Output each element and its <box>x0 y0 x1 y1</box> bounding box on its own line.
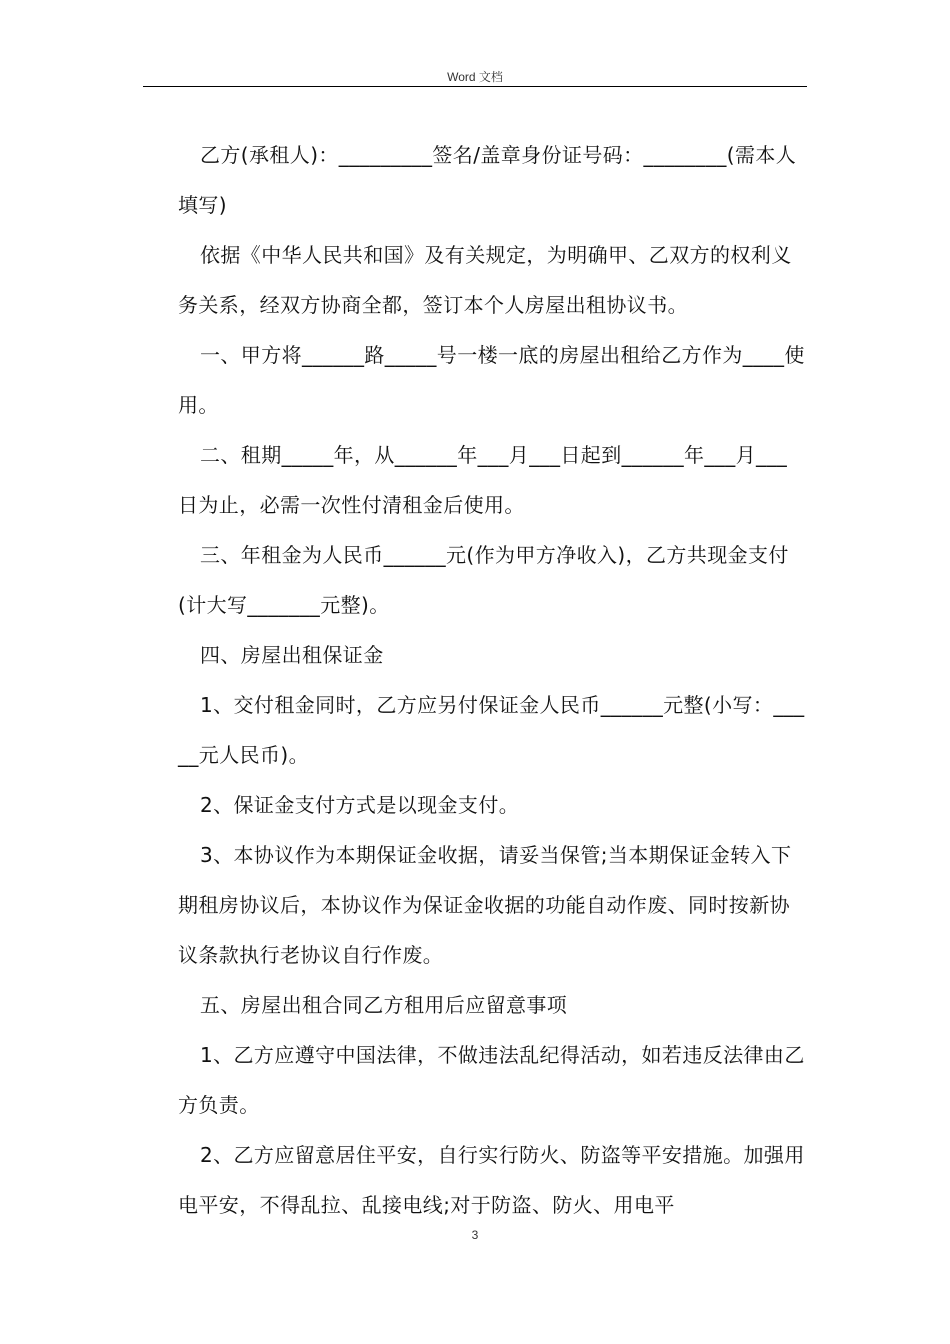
paragraph-clause-1: 一、甲方将______路_____号一楼一底的房屋出租给乙方作为____使用。 <box>178 343 805 417</box>
paragraph-clause-3: 三、年租金为人民币______元(作为甲方净收入)，乙方共现金支付(计大写_______元整)。 <box>178 543 789 617</box>
document-body <box>178 130 806 1230</box>
paragraph-clause-2: 二、租期_____年，从______年___月___日起到______年___月___日为止，必需一次性付清租金后使用。 <box>178 443 788 517</box>
paragraph-party-b: 乙方(承租人)：_________签名/盖章身份证号码：________(需本人填写) <box>178 143 797 217</box>
paragraph-clause-4-item-3: 3、本协议作为本期保证金收据，请妥当保管;当本期保证金转入下期租房协议后，本协议作为保证金收据的功能自动作废、同时按新协议条款执行老协议自行作废。 <box>178 843 792 967</box>
paragraph-preamble: 依据《中华人民共和国》及有关规定，为明确甲、乙双方的权利义务关系，经双方协商全都，签订本个人房屋出租协议书。 <box>178 243 792 317</box>
paragraph-clause-5-heading: 五、房屋出租合同乙方租用后应留意事项 <box>200 993 568 1017</box>
paragraph-clause-5-item-1: 1、乙方应遵守中国法律，不做违法乱纪得活动，如若违反法律由乙方负责。 <box>178 1043 805 1117</box>
page-number: 3 <box>471 1228 479 1242</box>
page-header-label: Word 文档 <box>447 70 503 84</box>
header-divider <box>143 86 807 87</box>
paragraph-clause-4-item-2: 2、保证金支付方式是以现金支付。 <box>200 793 520 817</box>
paragraph-clause-4-item-1: 1、交付租金同时，乙方应另付保证金人民币______元整(小写：_____元人民币)。 <box>178 693 805 767</box>
paragraph-clause-4-heading: 四、房屋出租保证金 <box>200 643 384 667</box>
paragraph-clause-5-item-2: 2、乙方应留意居住平安，自行实行防火、防盗等平安措施。加强用电平安，不得乱拉、乱接电线;对于防盗、防火、用电平 <box>178 1143 805 1217</box>
